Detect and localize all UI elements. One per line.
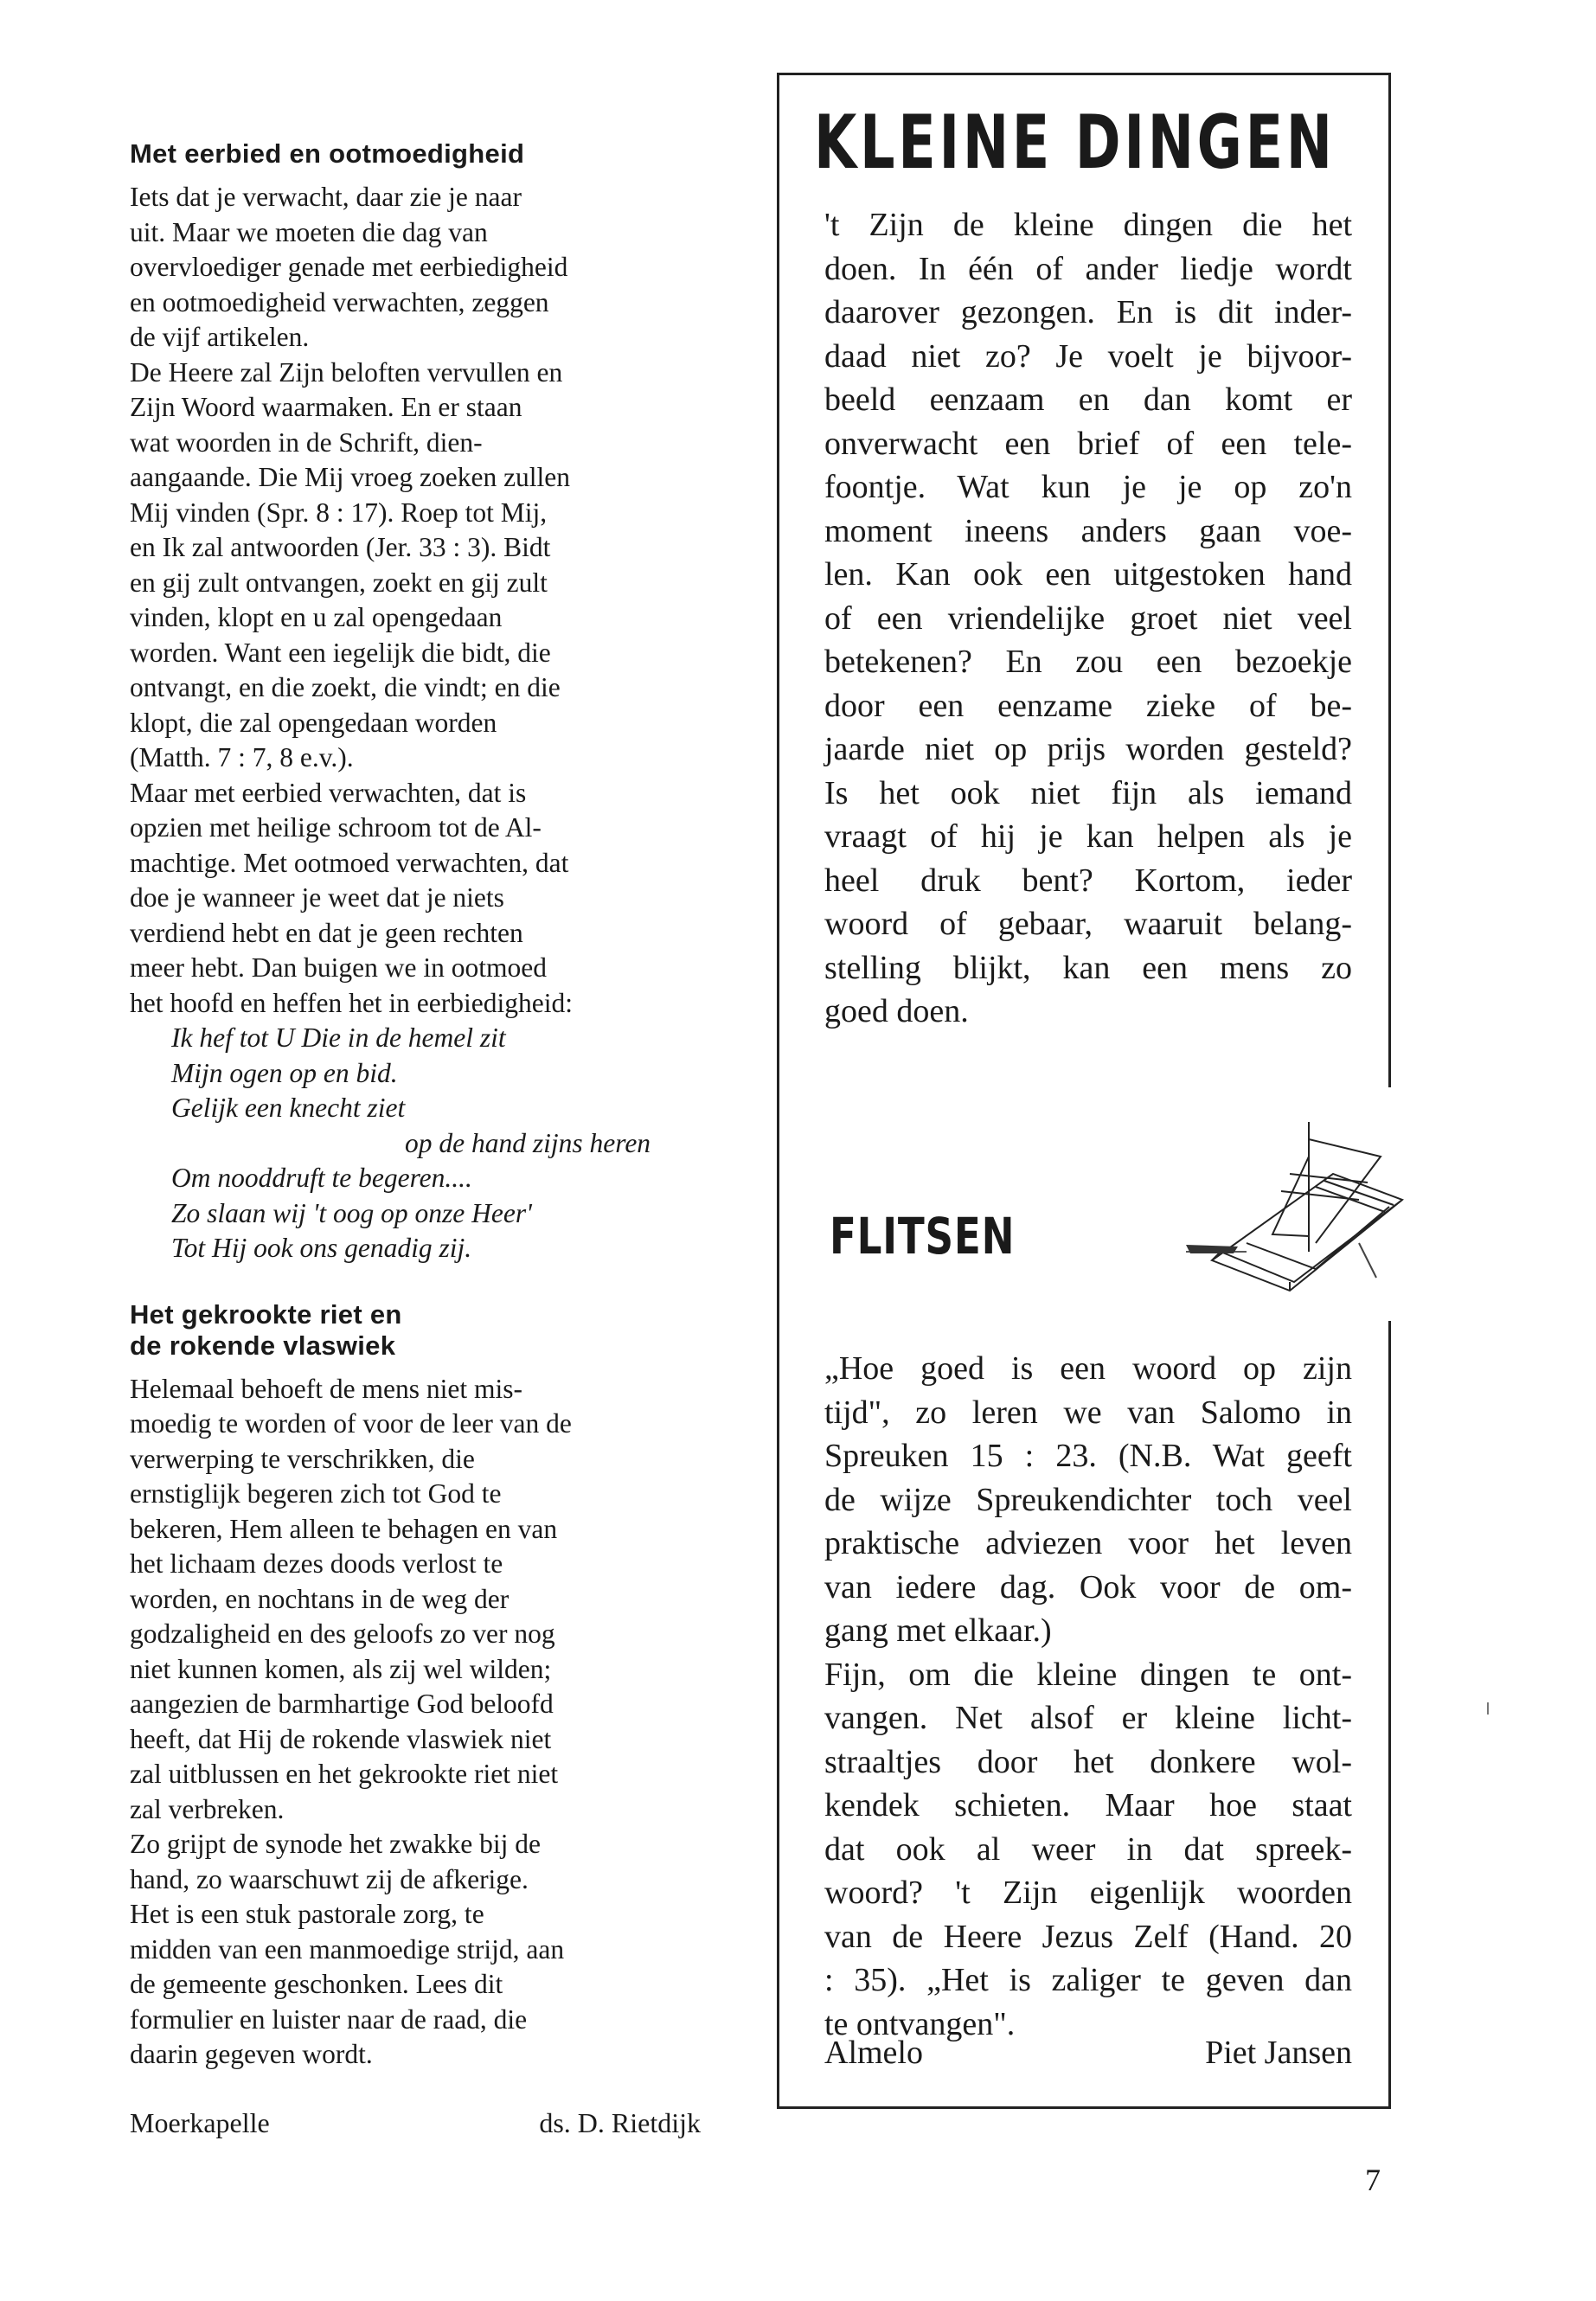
text-line: Iets dat je verwacht, daar zie je naar [130, 182, 522, 212]
text-line: len. Kan ook een uitgestoken hand [824, 556, 1352, 593]
text-line: tijd", zo leren we van Salomo in [824, 1394, 1352, 1431]
text-line: Is het ook niet fijn als iemand [824, 774, 1352, 811]
text-line: goed doen. [824, 993, 969, 1029]
flitsen-label: FLITSEN [830, 1207, 1016, 1266]
intro-text [824, 203, 1352, 1034]
text-line: ontvangt, en die zoekt, die vindt; en die [130, 672, 561, 702]
text-line: moment ineens anders gaan voe- [824, 512, 1352, 549]
text-line: verwerping te verschrikken, die [130, 1443, 475, 1474]
text-line: Fijn, om die kleine dingen te ont- [824, 1656, 1352, 1693]
text-line: gang met elkaar.) [824, 1612, 1052, 1649]
print-speck [1487, 1702, 1489, 1715]
text-line: woord of gebaar, waaruit belang- [824, 906, 1352, 942]
signature-place: Almelo [824, 2035, 923, 2071]
text-line: (Matth. 7 : 7, 8 e.v.). [130, 742, 354, 772]
text-line: Maar met eerbied verwachten, dat is [130, 777, 527, 808]
section-body-eerbied [130, 180, 701, 1021]
text-line: aangaande. Die Mij vroeg zoeken zullen [130, 462, 571, 492]
text-line: foontje. Wat kun je je op zo'n [824, 469, 1352, 505]
text-line: meer hebt. Dan buigen we in ootmoed [130, 952, 547, 983]
text-line: en gij zult ontvangen, zoekt en gij zult [130, 567, 548, 598]
text-line: stelling blijkt, kan een mens zo [824, 949, 1352, 986]
signature-author: ds. D. Rietdijk [539, 2106, 701, 2138]
text-line: vinden, klopt en u zal opengedaan [130, 602, 503, 632]
text-line: en ootmoedigheid verwachten, zeggen [130, 286, 549, 317]
text-line: Het is een stuk pastorale zorg, te [130, 1899, 484, 1929]
text-line: en Ik zal antwoorden (Jer. 33 : 3). Bidt [130, 532, 551, 562]
text-line: overvloediger genade met eerbiedigheid [130, 252, 568, 282]
text-line: woord? 't Zijn eigenlijk woorden [824, 1875, 1352, 1911]
text-line: daarin gegeven wordt. [130, 2039, 373, 2069]
text-line: van iedere dag. Ook voor de om- [824, 1568, 1352, 1606]
text-line: Spreuken 15 : 23. (N.B. Wat geeft [824, 1438, 1352, 1474]
signature-place: Moerkapelle [130, 2106, 270, 2138]
left-column [130, 138, 701, 2140]
text-line: : 35). „Het is zaliger te geven dan [824, 1962, 1352, 1998]
section-heading-gekrookte-riet [130, 1299, 701, 1362]
text-line: niet kunnen komen, als zij wel wilden; [130, 1653, 552, 1684]
left-signature [130, 2106, 701, 2140]
right-signature [824, 2032, 1352, 2073]
text-line: Mijn ogen op en bid. [171, 1057, 398, 1088]
text-line: van de Heere Jezus Zelf (Hand. 20 [824, 1918, 1352, 1955]
text-line: machtige. Met ootmoed verwachten, dat [130, 847, 569, 878]
signature-author: Piet Jansen [1205, 2035, 1352, 2071]
text-line: klopt, die zal opengedaan worden [130, 707, 497, 738]
text-line: onverwacht een brief of een tele- [824, 425, 1352, 462]
text-line: aangezien de barmhartige God beloofd [130, 1689, 554, 1719]
text-line: formulier en luister naar de raad, die [130, 2003, 528, 2035]
text-line: wat woorden in de Schrift, dien- [130, 426, 483, 458]
text-line: op de hand zijns heren [405, 1127, 651, 1158]
text-line: zal verbreken. [130, 1793, 285, 1824]
text-line: het lichaam dezes doods verlost te [130, 1548, 503, 1579]
text-line: het hoofd en heffen het in eerbiedigheid: [130, 987, 573, 1018]
text-line: beeld eenzaam en dan komt er [824, 381, 1352, 418]
text-line: opzien met heilige schroom tot de Al- [130, 812, 542, 843]
text-line: Tot Hij ook ons genadig zij. [171, 1233, 472, 1263]
section-body-gekrookte-riet [130, 1372, 701, 2073]
text-line: de wijze Spreukendichter toch veel [824, 1481, 1352, 1518]
text-line: bekeren, Hem alleen te behagen en van [130, 1513, 558, 1544]
text-line: vraagt of hij je kan helpen als je [824, 818, 1352, 855]
page-number: 7 [1365, 2163, 1381, 2197]
text-line: heel druk bent? Kortom, ieder [824, 862, 1352, 899]
text-line: doen. In één of ander liedje wordt [824, 250, 1352, 287]
text-line: daarover gezongen. En is dit inder- [824, 294, 1352, 330]
text-line: Ik hef tot U Die in de hemel zit [171, 1022, 506, 1053]
text-line: hand, zo waarschuwt zij de afkerige. [130, 1863, 529, 1894]
text-line: doe je wanneer je weet dat je niets [130, 882, 504, 913]
text-line: 't Zijn de kleine dingen die het [824, 207, 1352, 243]
text-line: daad niet zo? Je voelt je bijvoor- [824, 337, 1352, 375]
text-line: kendek schieten. Maar hoe staat [824, 1787, 1352, 1823]
heading-line: Het gekrookte riet en [130, 1298, 402, 1330]
text-line: betekenen? En zou een bezoekje [824, 644, 1352, 680]
text-line: midden van een manmoedige strijd, aan [130, 1933, 565, 1965]
text-line: De Heere zal Zijn beloften vervullen en [130, 356, 563, 388]
text-line: jaarde niet op prijs worden gesteld? [824, 731, 1352, 767]
box-title: KLEINE DINGEN [814, 99, 1336, 186]
section-heading-eerbied: Met eerbied en ootmoedigheid [130, 138, 525, 169]
text-line: Om nooddruft te begeren.... [171, 1163, 472, 1193]
text-line: Helemaal behoeft de mens niet mis- [130, 1373, 522, 1404]
text-line: verdiend hebt en dat je geen rechten [130, 917, 523, 948]
text-line: ernstiglijk begeren zich tot God te [130, 1478, 502, 1509]
text-line: Zo slaan wij 't oog op onze Heer' [171, 1197, 532, 1228]
text-line: de vijf artikelen. [130, 322, 310, 352]
text-line: vangen. Net alsof er kleine licht- [824, 1700, 1352, 1736]
kleine-dingen-box [777, 73, 1391, 2109]
text-line: Zijn Woord waarmaken. En er staan [130, 392, 522, 422]
text-line: uit. Maar we moeten die dag van [130, 216, 488, 247]
text-line: of een vriendelijke groet niet veel [824, 599, 1352, 637]
text-line: Gelijk een knecht ziet [171, 1093, 406, 1123]
text-line: door een eenzame zieke of be- [824, 687, 1352, 724]
text-line: straaltjes door het donkere wol- [824, 1743, 1352, 1780]
text-line: dat ook al weer in dat spreek- [824, 1830, 1352, 1868]
text-line: Mij vinden (Spr. 8 : 17). Roep tot Mij, [130, 497, 548, 528]
heading-line: de rokende vlaswiek [130, 1330, 396, 1361]
flitsen-text [824, 1347, 1352, 2046]
text-line: godzaligheid en des geloofs zo ver nog [130, 1618, 555, 1649]
text-line: de gemeente geschonken. Lees dit [130, 1969, 503, 1999]
poem [171, 1021, 701, 1266]
text-line: te ontvangen". [824, 2005, 1016, 2042]
text-line: worden. Want een iegelijk die bidt, die [130, 637, 551, 668]
text-line: Zo grijpt de synode het zwakke bij de [130, 1829, 541, 1859]
text-line: worden, en nochtans in de weg der [130, 1583, 510, 1614]
flitsen-banner [779, 1087, 1394, 1321]
text-line: „Hoe goed is een woord op zijn [824, 1350, 1352, 1387]
text-line: praktische adviezen voor het leven [824, 1525, 1352, 1561]
text-line: moedig te worden of voor de leer van de [130, 1408, 572, 1439]
text-line: heeft, dat Hij de rokende vlaswiek niet [130, 1723, 552, 1754]
open-book-ship-illustration [1186, 1105, 1411, 1295]
text-line: zal uitblussen en het gekrookte riet niet [130, 1759, 559, 1789]
